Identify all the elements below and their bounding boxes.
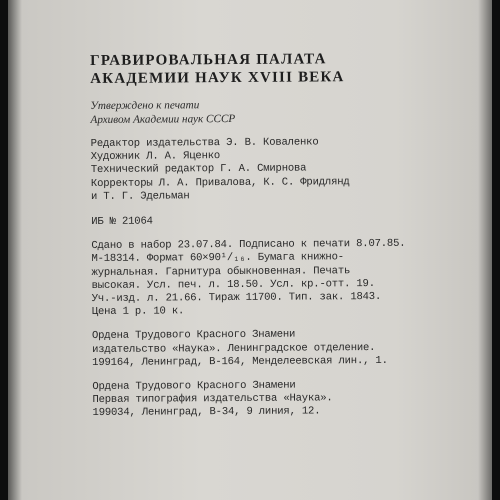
credits: [91, 135, 491, 204]
publisher-line: 199164, Ленинград, В-164, Менделеевская лин., 1.: [92, 354, 388, 369]
print-line: Цена 1 р. 10 к.: [91, 305, 185, 319]
approval-note: [90, 97, 490, 127]
print-line: Уч.-изд. л. 21.66. Тираж 11700. Тип. зак. 1843.: [91, 291, 382, 306]
credits-line: Художник Л. А. Яценко: [90, 150, 221, 164]
print-details: [91, 237, 492, 319]
credits-line: и Т. Г. Эдельман: [90, 190, 190, 203]
book-title: [90, 49, 490, 88]
book-page: [8, 0, 492, 500]
title-line: АКАДЕМИИ НАУК XVIII ВЕКА: [90, 69, 345, 87]
printer-info: [92, 378, 492, 420]
publisher-info: [92, 328, 492, 370]
approval-line: Архивом Академии наук СССР: [90, 112, 236, 126]
colophon: [90, 49, 493, 420]
page-gutter-shadow: [8, 0, 22, 500]
print-line: высокая. Усл. печ. л. 18.50. Усл. кр.-отт. 19.: [91, 277, 375, 292]
credits-line: Редактор издательства Э. В. Коваленко: [90, 136, 319, 150]
credits-line: Корректоры Л. А. Привалова, К. С. Фридлянд: [90, 175, 350, 190]
approval-line: Утверждено к печати: [90, 99, 200, 112]
printer-line: Ордена Трудового Красного Знамени: [92, 379, 296, 394]
print-line: М-18314. Формат 60×90¹/₁₆. Бумага книжно-: [91, 251, 344, 266]
publisher-line: издательство «Наука». Ленинградское отделение.: [92, 341, 376, 356]
printer-line: Первая типография издательства «Наука».: [92, 392, 333, 407]
printer-line: 199034, Ленинград, В-34, 9 линия, 12.: [92, 405, 321, 420]
title-line: ГРАВИРОВАЛЬНАЯ ПАЛАТА: [90, 51, 327, 69]
print-line: Сдано в набор 23.07.84. Подписано к печати 8.07.85.: [91, 238, 406, 253]
print-line: журнальная. Гарнитура обыкновенная. Печать: [91, 264, 351, 279]
ib-number: ИБ № 21064: [91, 215, 153, 229]
publisher-line: Ордена Трудового Красного Знамени: [91, 329, 296, 343]
credits-line: Технический редактор Г. А. Смирнова: [90, 162, 307, 177]
